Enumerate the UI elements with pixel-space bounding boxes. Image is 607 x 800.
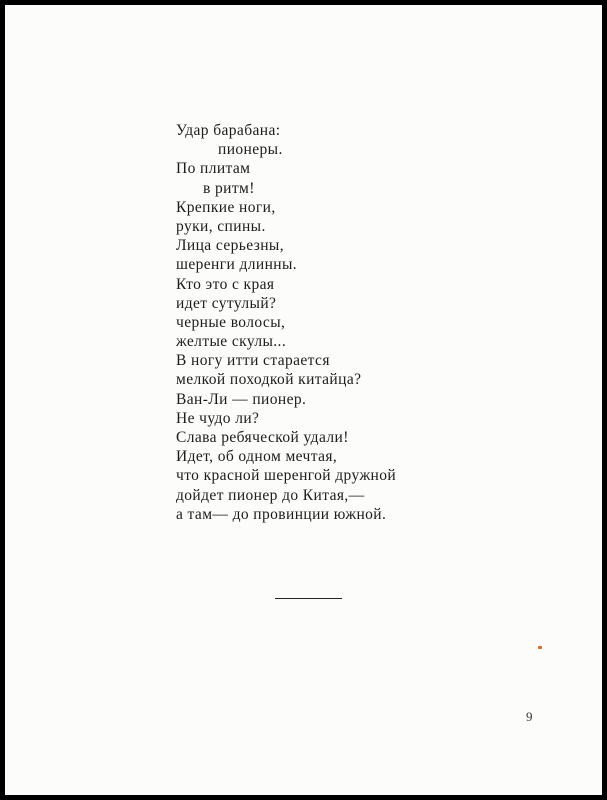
poem-text bbox=[176, 121, 396, 524]
poem-line: в ритм! bbox=[203, 179, 255, 197]
poem-line: Кто это с края bbox=[176, 275, 275, 293]
poem-line: Не чудо ли? bbox=[176, 409, 260, 427]
poem-line: Удар барабана: bbox=[176, 122, 281, 139]
poem-line: идет сутулый? bbox=[176, 294, 277, 312]
book-page bbox=[5, 5, 602, 795]
poem-line: руки, спины. bbox=[176, 217, 266, 235]
poem-line: дойдет пионер до Китая,— bbox=[176, 486, 365, 504]
poem-line: Крепкие ноги, bbox=[176, 198, 276, 216]
poem-line: а там— до провинции южной. bbox=[176, 505, 387, 523]
section-divider bbox=[275, 598, 342, 599]
poem-line: В ногу итти старается bbox=[176, 352, 330, 370]
poem-line: Слава ребяческой удали! bbox=[176, 429, 349, 446]
poem-line: мелкой походкой китайца? bbox=[176, 371, 362, 389]
poem-line: Лица серьезны, bbox=[176, 237, 284, 255]
poem-line: желтые скулы... bbox=[176, 333, 287, 351]
poem-line: Идет, об одном мечтая, bbox=[176, 448, 338, 466]
page-number: 9 bbox=[526, 709, 533, 724]
poem-line: шеренги длинны. bbox=[176, 256, 298, 274]
poem-line: черные волосы, bbox=[176, 313, 286, 331]
poem-line: пионеры. bbox=[218, 141, 283, 159]
poem-line: Ван-Ли — пионер. bbox=[176, 390, 307, 408]
poem-line: По плитам bbox=[176, 160, 251, 178]
paper-speck bbox=[538, 646, 542, 649]
poem-line: что красной шеренгой дружной bbox=[176, 467, 397, 485]
